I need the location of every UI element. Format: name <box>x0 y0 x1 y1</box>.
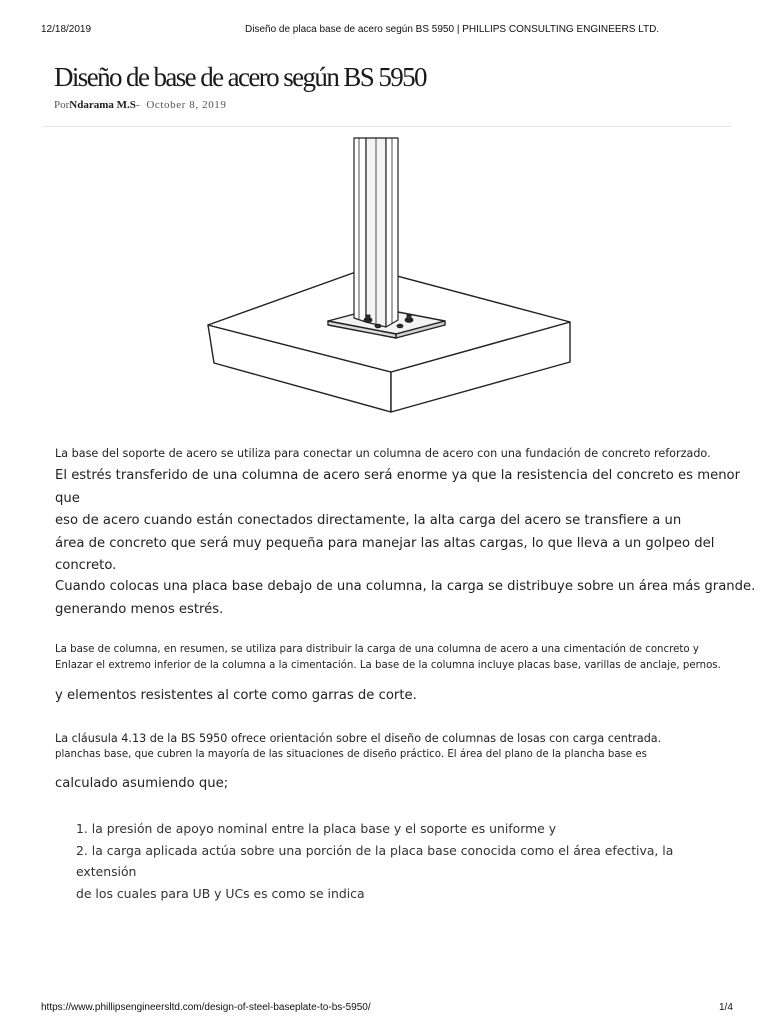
print-footer <box>0 1002 768 1016</box>
print-header <box>0 24 768 38</box>
column-base-paragraph <box>55 642 721 674</box>
print-document-title: Diseño de placa base de acero según BS 5950 | PHILLIPS CONSULTING ENGINEERS LTD. <box>245 24 660 35</box>
page-url[interactable]: https://www.phillipsengineersltd.com/design-of-steel-baseplate-to-bs-5950/ <box>41 1002 371 1013</box>
assumption-intro: calculado asumiendo que; <box>55 776 229 791</box>
print-date: 12/18/2019 <box>41 24 92 35</box>
text-line: concreto. <box>55 558 117 573</box>
byline <box>54 99 227 111</box>
byline-separator: - <box>135 99 140 111</box>
publish-date: October 8, 2019 <box>146 99 227 111</box>
text-line: Cuando colocas una placa base debajo de una columna, la carga se distribuye sobre un área más grande. <box>55 579 756 594</box>
list-item-continuation: de los cuales para UB y UCs es como se indica <box>76 885 365 901</box>
page-number: 1/4 <box>719 1002 733 1013</box>
text-line: Enlazar el extremo inferior de la columna a la cimentación. La base de la columna incluye placas base, varillas de anclaje, pernos. <box>55 660 721 671</box>
distribution-paragraph <box>55 576 755 621</box>
stress-paragraph <box>55 465 768 578</box>
title-divider <box>43 126 732 127</box>
text-line: planchas base, que cubren la mayoría de las situaciones de diseño práctico. El área del plano de la plancha base es <box>55 749 647 760</box>
column-baseplate-illustration <box>200 134 572 414</box>
text-line: generando menos estrés. <box>55 601 224 617</box>
shear-elements-line: y elementos resistentes al corte como garras de corte. <box>55 688 417 703</box>
list-item: 1. la presión de apoyo nominal entre la placa base y el soporte es uniforme y <box>76 821 557 836</box>
clause-paragraph <box>55 731 661 763</box>
intro-paragraph: La base del soporte de acero se utiliza para conectar un columna de acero con una fundación de concreto reforzado. <box>55 447 711 460</box>
text-line: La cláusula 4.13 de la BS 5950 ofrece orientación sobre el diseño de columnas de losas con carga centrada. <box>55 732 662 745</box>
text-line: eso de acero cuando están conectados directamente, la alta carga del acero se transfiere a un <box>55 513 682 528</box>
byline-prefix: Por <box>54 99 70 111</box>
list-item: 2. la carga aplicada actúa sobre una porción de la placa base conocida como el área efectiva, la extensión <box>76 842 674 879</box>
text-line: El estrés transferido de una columna de acero será enorme ya que la resistencia del concreto es menor que <box>55 468 741 506</box>
text-line: área de concreto que será muy pequeña para manejar las altas cargas, lo que lleva a un golpeo del <box>55 535 715 551</box>
author-link[interactable]: Ndarama M.S <box>69 99 136 111</box>
text-line: La base de columna, en resumen, se utiliza para distribuir la carga de una columna de acero a una cimentación de concreto y <box>55 644 699 655</box>
assumptions-list <box>76 818 736 904</box>
article-title: Diseño de base de acero según BS 5950 <box>54 62 426 92</box>
